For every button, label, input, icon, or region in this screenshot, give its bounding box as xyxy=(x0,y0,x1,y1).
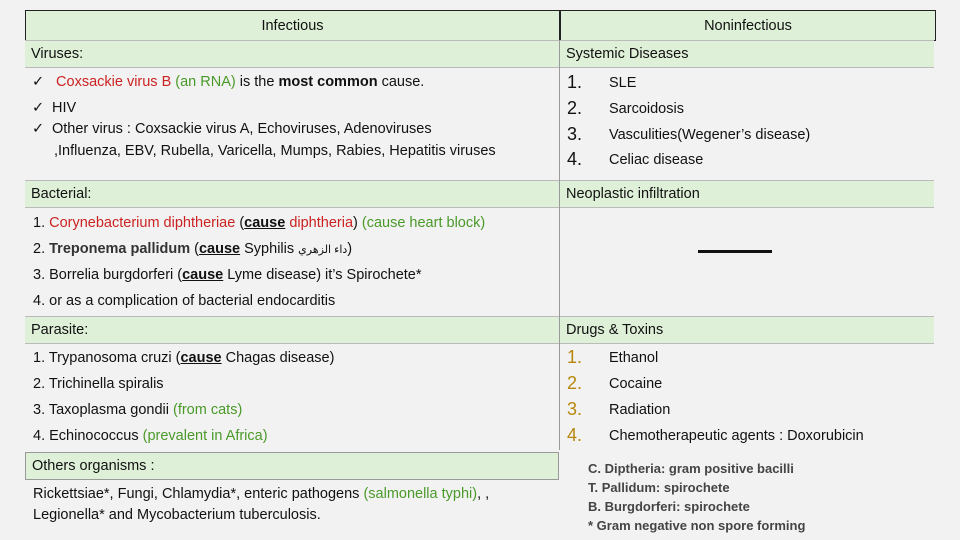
bacterial-2-cause: cause xyxy=(198,241,241,257)
systemic-item-4: Celiac disease xyxy=(609,152,704,168)
header-noninfectious xyxy=(560,10,936,41)
drug-item-1: Ethanol xyxy=(609,350,659,366)
others-line-1-green: (salmonella typhi) xyxy=(363,486,478,502)
drug-item-2: Cocaine xyxy=(609,376,663,392)
bacterial-3-cause: cause xyxy=(182,267,224,283)
virus-2-text: HIV xyxy=(52,100,77,116)
checkmark-icon: ✓ xyxy=(32,121,45,137)
section-viruses xyxy=(25,40,559,68)
bacterial-item-2 xyxy=(33,241,352,257)
bacterial-4-text: or as a complication of bacterial endocarditis xyxy=(49,293,336,309)
virus-3-line2: ,Influenza, EBV, Rubella, Varicella, Mumps, Rabies, Hepatitis viruses xyxy=(54,143,496,159)
bacterial-2-name: Treponema pallidum xyxy=(49,241,191,257)
systemic-num-3: 3. xyxy=(567,124,583,144)
parasite-4-note: (prevalent in Africa) xyxy=(142,428,268,444)
parasite-item-1 xyxy=(33,350,334,366)
virus-item-3-cont xyxy=(54,143,496,159)
neoplastic-dash xyxy=(698,250,772,253)
drugs-title: Drugs & Toxins xyxy=(566,322,664,338)
section-drugs xyxy=(560,316,934,344)
others-line-1 xyxy=(33,486,489,502)
bacterial-1-disease: diphtheria xyxy=(285,215,354,231)
systemic-item-2: Sarcoidosis xyxy=(609,101,684,117)
drug-item-3: Radiation xyxy=(609,402,671,418)
header-infectious-label: Infectious xyxy=(261,17,324,34)
virus-item-3 xyxy=(32,121,432,137)
virus-1-note: (an RNA) xyxy=(171,74,236,90)
section-neoplastic xyxy=(560,180,934,208)
bacterial-1-name: Corynebacterium diphtheriae xyxy=(49,215,236,231)
footnote-4: * Gram negative non spore forming xyxy=(588,518,806,533)
bacterial-3-rest: Lyme disease) it’s Spirochete* xyxy=(223,267,422,283)
drug-num-1: 1. xyxy=(567,347,583,367)
footnote-1: C. Diptheria: gram positive bacilli xyxy=(588,461,794,476)
others-line-1-b: , , xyxy=(477,486,490,502)
column-divider xyxy=(559,40,560,450)
parasite-title: Parasite: xyxy=(31,322,89,338)
parasite-4-name: Echinococcus xyxy=(49,428,143,444)
bacterial-2-num: 2. xyxy=(33,241,50,257)
header-noninfectious-label: Noninfectious xyxy=(704,17,792,34)
bacterial-item-1 xyxy=(33,215,485,231)
section-systemic xyxy=(560,40,934,68)
drug-num-4: 4. xyxy=(567,425,583,445)
drug-num-3: 3. xyxy=(567,399,583,419)
bacterial-4-num: 4. xyxy=(33,293,50,309)
bacterial-3-num: 3. xyxy=(33,267,50,283)
section-others xyxy=(25,452,559,480)
parasite-2-num: 2. xyxy=(33,376,49,392)
virus-1-post: cause. xyxy=(377,74,425,90)
others-title: Others organisms : xyxy=(32,458,155,474)
parasite-1-name: Trypanosoma cruzi ( xyxy=(48,350,181,366)
parasite-2-name: Trichinella spiralis xyxy=(48,376,164,392)
others-line-2 xyxy=(33,507,321,523)
bacterial-title: Bacterial: xyxy=(31,186,92,202)
parasite-1-cause: cause xyxy=(180,350,222,366)
others-line-1-a: Rickettsiae*, Fungi, Chlamydia*, enteric pathogens xyxy=(33,486,364,502)
header-infectious xyxy=(25,10,560,41)
bacterial-2-disease: Syphilis xyxy=(240,241,299,257)
virus-1-name: Coxsackie virus B xyxy=(56,74,172,90)
systemic-num-1: 1. xyxy=(567,72,583,92)
bacterial-item-4 xyxy=(33,293,335,309)
virus-1-mid: is the xyxy=(235,74,279,90)
parasite-item-4 xyxy=(33,428,268,444)
parasite-item-2 xyxy=(33,376,164,392)
bacterial-1-open: ( xyxy=(235,215,245,231)
virus-1-bold: most common xyxy=(278,74,378,90)
section-parasite xyxy=(25,316,559,344)
systemic-num-4: 4. xyxy=(567,149,583,169)
parasite-3-note: (from cats) xyxy=(173,402,243,418)
virus-item-2 xyxy=(32,100,76,116)
bacterial-2-arabic: داء الزهري xyxy=(298,244,348,256)
checkmark-icon: ✓ xyxy=(32,100,45,116)
section-bacterial xyxy=(25,180,559,208)
systemic-item-3: Vasculities(Wegener’s disease) xyxy=(609,127,811,143)
drug-item-4: Chemotherapeutic agents : Doxorubicin xyxy=(609,428,864,444)
parasite-4-num: 4. xyxy=(33,428,50,444)
virus-3-line1: Other virus : Coxsackie virus A, Echoviruses, Adenoviruses xyxy=(52,121,432,137)
bacterial-2-close: ) xyxy=(347,241,353,257)
bacterial-2-open: ( xyxy=(190,241,199,257)
parasite-3-name: Taxoplasma gondii xyxy=(48,402,173,418)
bacterial-1-close: ) xyxy=(353,215,362,231)
systemic-title: Systemic Diseases xyxy=(566,46,689,62)
others-line-2-text: Legionella* and Mycobacterium tuberculosis. xyxy=(33,507,321,523)
bacterial-1-note: (cause heart block) xyxy=(361,215,486,231)
virus-item-1 xyxy=(32,74,424,90)
bacterial-item-3 xyxy=(33,267,422,283)
footnote-2: T. Pallidum: spirochete xyxy=(588,480,730,495)
drug-num-2: 2. xyxy=(567,373,583,393)
systemic-num-2: 2. xyxy=(567,98,583,118)
parasite-1-rest: Chagas disease) xyxy=(221,350,335,366)
bacterial-1-num: 1. xyxy=(33,215,50,231)
parasite-1-num: 1. xyxy=(33,350,49,366)
footnote-3: B. Burgdorferi: spirochete xyxy=(588,499,750,514)
checkmark-icon: ✓ xyxy=(32,74,45,90)
viruses-title: Viruses: xyxy=(31,46,84,62)
systemic-item-1: SLE xyxy=(609,75,637,91)
parasite-item-3 xyxy=(33,402,242,418)
bacterial-1-cause: cause xyxy=(244,215,286,231)
parasite-3-num: 3. xyxy=(33,402,49,418)
bacterial-3-name: Borrelia burgdorferi ( xyxy=(49,267,183,283)
neoplastic-title: Neoplastic infiltration xyxy=(566,186,700,202)
